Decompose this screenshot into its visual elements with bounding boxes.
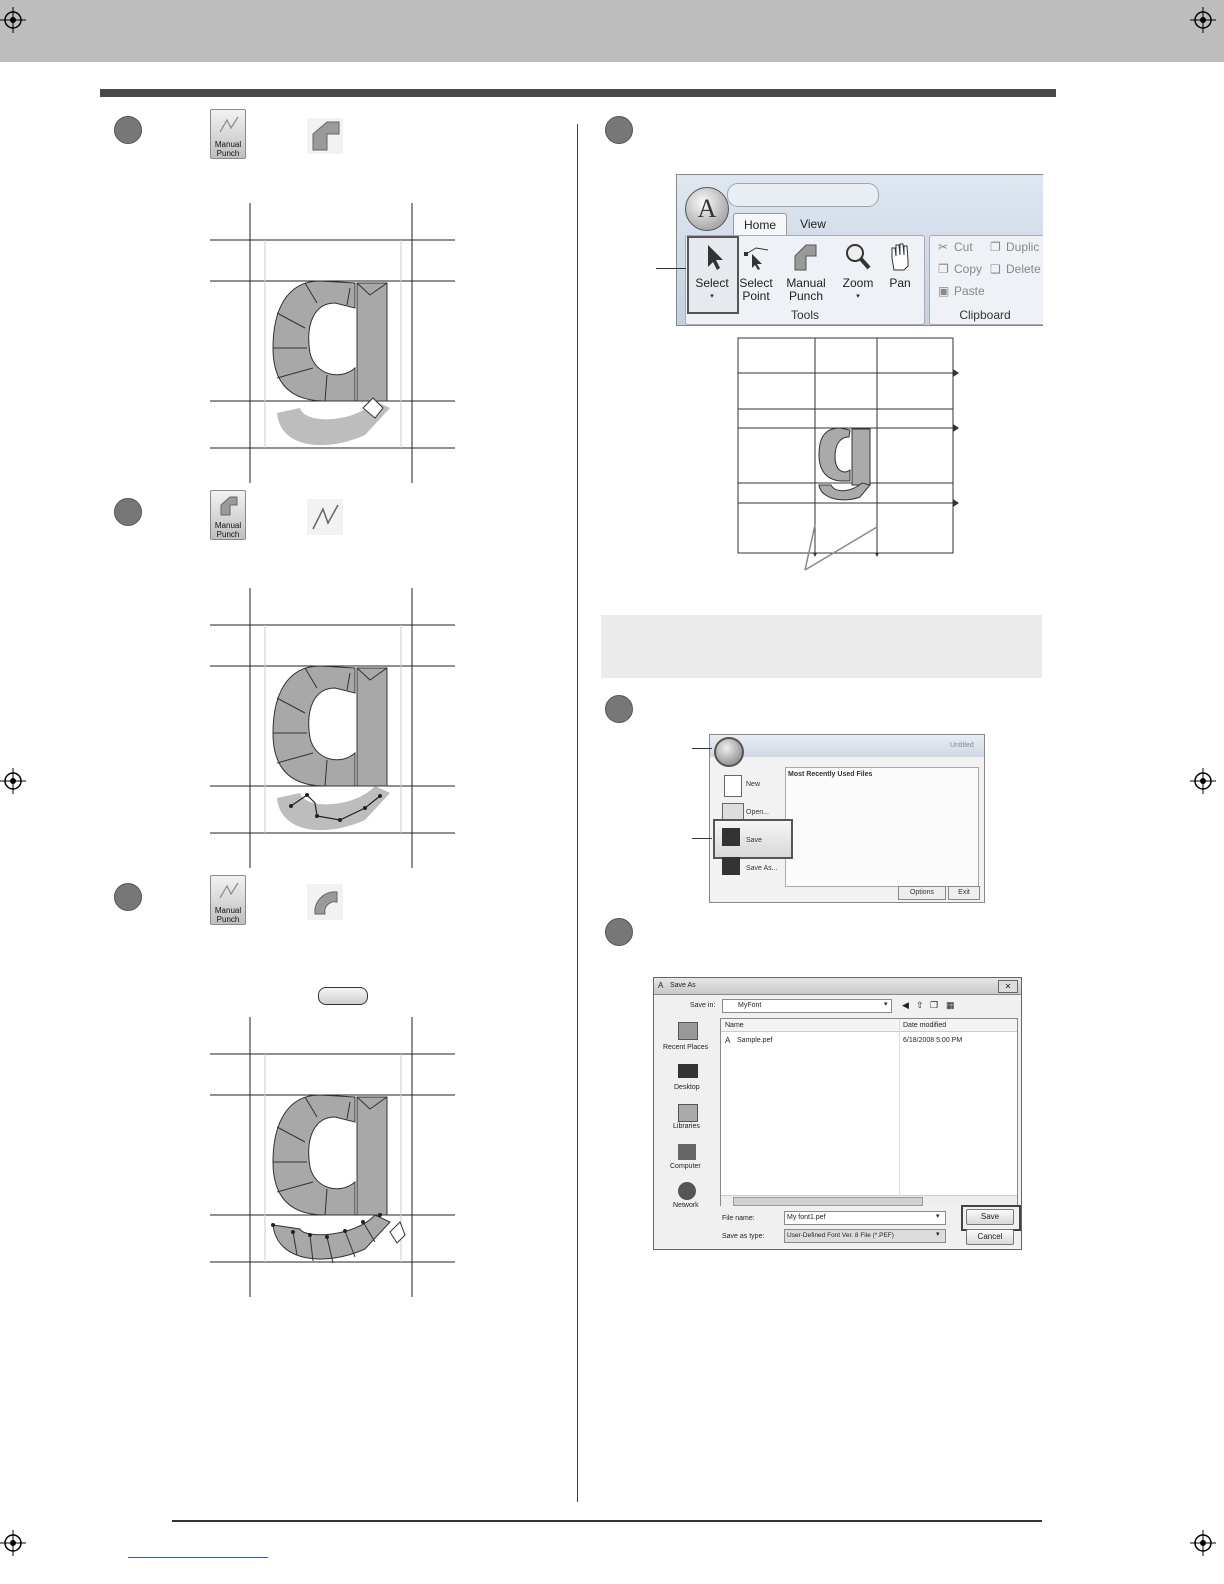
select-button[interactable] bbox=[690, 240, 734, 306]
registration-mark-icon bbox=[1190, 7, 1216, 33]
place-recent[interactable]: Recent Places bbox=[663, 1044, 709, 1051]
letter-g-figure-3 bbox=[205, 1017, 460, 1300]
header-rule bbox=[100, 89, 1056, 97]
desktop-icon[interactable] bbox=[678, 1064, 698, 1078]
dialog-titlebar bbox=[654, 978, 1021, 995]
hand-icon bbox=[886, 242, 914, 272]
close-icon[interactable]: ✕ bbox=[998, 980, 1018, 993]
step-marker bbox=[114, 498, 142, 526]
manual-punch-label: Manual bbox=[786, 276, 826, 290]
back-icon[interactable]: ◀ bbox=[902, 1000, 909, 1010]
menu-titlebar bbox=[710, 735, 984, 757]
place-desktop[interactable]: Desktop bbox=[674, 1084, 700, 1091]
manual-punch-ribbon-button[interactable] bbox=[784, 240, 828, 306]
recent-places-icon[interactable] bbox=[678, 1022, 698, 1040]
footer-rule bbox=[172, 1520, 1042, 1522]
application-menu bbox=[709, 734, 985, 903]
clipboard-group bbox=[929, 235, 1043, 325]
letter-g-figure-2 bbox=[205, 588, 460, 871]
key-button-icon bbox=[318, 987, 368, 1005]
column-date[interactable]: Date modified bbox=[903, 1022, 947, 1029]
manual-punch-label: Manual bbox=[214, 906, 242, 915]
file-name-value: My font1.pef bbox=[787, 1214, 826, 1221]
computer-icon[interactable] bbox=[678, 1144, 696, 1160]
menu-item-open[interactable]: Open... bbox=[746, 809, 769, 816]
arrow-cursor-icon bbox=[698, 242, 726, 272]
letter-g-grid-small bbox=[735, 335, 965, 575]
delete-icon: ❏ bbox=[990, 262, 1001, 276]
menu-item-save-as[interactable]: Save As... bbox=[746, 865, 778, 872]
block-punch-icon bbox=[218, 495, 240, 517]
paste-icon: ▣ bbox=[938, 284, 950, 298]
tab-home[interactable]: Home bbox=[733, 213, 787, 236]
callout-line bbox=[656, 268, 686, 269]
places-bar bbox=[658, 1018, 716, 1214]
dialog-title: Save As bbox=[670, 982, 696, 989]
duplicate-button[interactable]: Duplic bbox=[1006, 240, 1040, 254]
chevron-down-icon: ▾ bbox=[936, 1213, 940, 1220]
manual-punch-label: Manual bbox=[214, 140, 242, 149]
callout-line bbox=[692, 838, 712, 839]
registration-mark-icon bbox=[0, 7, 26, 33]
registration-mark-icon bbox=[1190, 1530, 1216, 1556]
place-network[interactable]: Network bbox=[673, 1202, 699, 1209]
recent-files-header: Most Recently Used Files bbox=[788, 771, 873, 778]
document-title: Untitled bbox=[950, 742, 974, 749]
step-marker bbox=[114, 116, 142, 144]
copy-icon: ❐ bbox=[938, 262, 949, 276]
libraries-icon[interactable] bbox=[678, 1104, 698, 1122]
registration-mark-icon bbox=[0, 768, 26, 794]
cancel-button[interactable]: Cancel bbox=[966, 1229, 1014, 1245]
tools-group bbox=[685, 235, 925, 325]
note-box bbox=[601, 615, 1042, 678]
save-type-label: Save as type: bbox=[722, 1233, 765, 1240]
callout-line bbox=[692, 748, 712, 749]
duplicate-icon: ❐ bbox=[990, 240, 1001, 254]
exit-label: Exit bbox=[958, 889, 970, 896]
file-name-label: File name: bbox=[722, 1215, 755, 1222]
manual-punch-label: Manual bbox=[214, 521, 242, 530]
paste-button[interactable]: Paste bbox=[954, 284, 985, 298]
chevron-down-icon: ▾ bbox=[884, 1001, 888, 1008]
file-list bbox=[720, 1018, 1018, 1206]
application-button[interactable] bbox=[714, 737, 744, 767]
clipboard-group-label: Clipboard bbox=[959, 308, 1011, 322]
exit-button[interactable] bbox=[948, 886, 980, 900]
options-label: Options bbox=[909, 889, 935, 896]
copy-button[interactable]: Copy bbox=[954, 262, 983, 276]
block-punch-icon bbox=[792, 242, 820, 272]
manual-punch-button[interactable] bbox=[210, 109, 246, 159]
ribbon-toolbar bbox=[676, 174, 1043, 326]
dropdown-arrow-icon: ▾ bbox=[710, 293, 714, 300]
menu-item-save[interactable]: Save bbox=[746, 837, 762, 844]
column-divider bbox=[577, 124, 578, 1502]
manual-punch-button[interactable] bbox=[210, 490, 246, 540]
recent-files-panel bbox=[785, 767, 979, 887]
save-button[interactable]: Save bbox=[966, 1209, 1014, 1225]
pan-button[interactable] bbox=[878, 240, 922, 306]
header-band bbox=[0, 0, 1224, 62]
application-button[interactable]: A bbox=[685, 187, 729, 231]
curve-punch-icon[interactable] bbox=[307, 884, 343, 920]
app-icon: A bbox=[658, 981, 664, 990]
cut-button[interactable]: Cut bbox=[954, 240, 973, 254]
column-separator bbox=[899, 1019, 900, 1195]
delete-button[interactable]: Delete bbox=[1006, 262, 1041, 276]
step-marker bbox=[605, 695, 633, 723]
step-marker bbox=[605, 918, 633, 946]
new-file-icon bbox=[724, 775, 742, 797]
network-icon[interactable] bbox=[678, 1182, 696, 1200]
registration-mark-icon bbox=[0, 1530, 26, 1556]
file-name-cell[interactable]: Sample.pef bbox=[737, 1037, 773, 1044]
file-date-cell: 6/18/2008 5:00 PM bbox=[903, 1037, 963, 1044]
select-label: Select bbox=[695, 276, 729, 290]
dropdown-arrow-icon: ▾ bbox=[856, 293, 860, 300]
manual-punch-label: Punch bbox=[216, 530, 240, 539]
file-icon: A bbox=[725, 1036, 731, 1045]
zigzag-icon bbox=[218, 114, 240, 136]
view-menu-icon[interactable]: ▦ bbox=[946, 1000, 955, 1010]
manual-punch-label: Punch bbox=[216, 915, 240, 924]
magnifier-icon bbox=[844, 242, 872, 272]
tab-view[interactable]: View bbox=[800, 217, 826, 231]
save-as-dialog bbox=[653, 977, 1022, 1250]
manual-punch-button[interactable] bbox=[210, 875, 246, 925]
block-punch-icon[interactable] bbox=[307, 118, 343, 154]
manual-punch-label: Punch bbox=[216, 149, 240, 158]
save-in-label: Save in: bbox=[690, 1002, 716, 1009]
save-as-disk-icon bbox=[722, 857, 740, 875]
tools-group-label: Tools bbox=[790, 308, 819, 322]
zoom-button[interactable] bbox=[836, 240, 880, 306]
manual-punch-label: Punch bbox=[788, 289, 824, 303]
zigzag-icon bbox=[218, 880, 240, 902]
save-disk-icon bbox=[722, 828, 740, 846]
quick-access-toolbar bbox=[727, 183, 879, 207]
select-point-label: Point bbox=[742, 289, 770, 303]
zigzag-icon[interactable] bbox=[307, 499, 343, 535]
options-button[interactable] bbox=[898, 886, 946, 900]
letter-g-figure-1 bbox=[205, 203, 460, 486]
new-folder-icon[interactable]: ❐ bbox=[930, 1000, 939, 1010]
select-point-label: Select bbox=[739, 276, 773, 290]
select-point-button[interactable] bbox=[734, 240, 778, 306]
menu-item-new[interactable]: New bbox=[746, 781, 761, 788]
select-point-icon bbox=[742, 242, 770, 272]
pan-label: Pan bbox=[889, 276, 911, 290]
save-type-value: User-Defined Font Ver. 8 File (*.PEF) bbox=[787, 1232, 894, 1239]
save-in-value: MyFont bbox=[738, 1002, 762, 1009]
list-header bbox=[721, 1019, 1017, 1032]
column-name[interactable]: Name bbox=[725, 1022, 744, 1029]
scroll-thumb[interactable] bbox=[733, 1197, 923, 1206]
scissors-icon: ✂ bbox=[938, 240, 949, 254]
footer-link-underline bbox=[128, 1557, 268, 1558]
zoom-label: Zoom bbox=[842, 276, 874, 290]
step-marker bbox=[605, 116, 633, 144]
chevron-down-icon: ▾ bbox=[936, 1231, 940, 1238]
place-computer[interactable]: Computer bbox=[670, 1163, 701, 1170]
up-folder-icon[interactable]: ⇧ bbox=[916, 1000, 924, 1010]
registration-mark-icon bbox=[1190, 768, 1216, 794]
step-marker bbox=[114, 883, 142, 911]
place-libraries[interactable]: Libraries bbox=[673, 1123, 700, 1130]
